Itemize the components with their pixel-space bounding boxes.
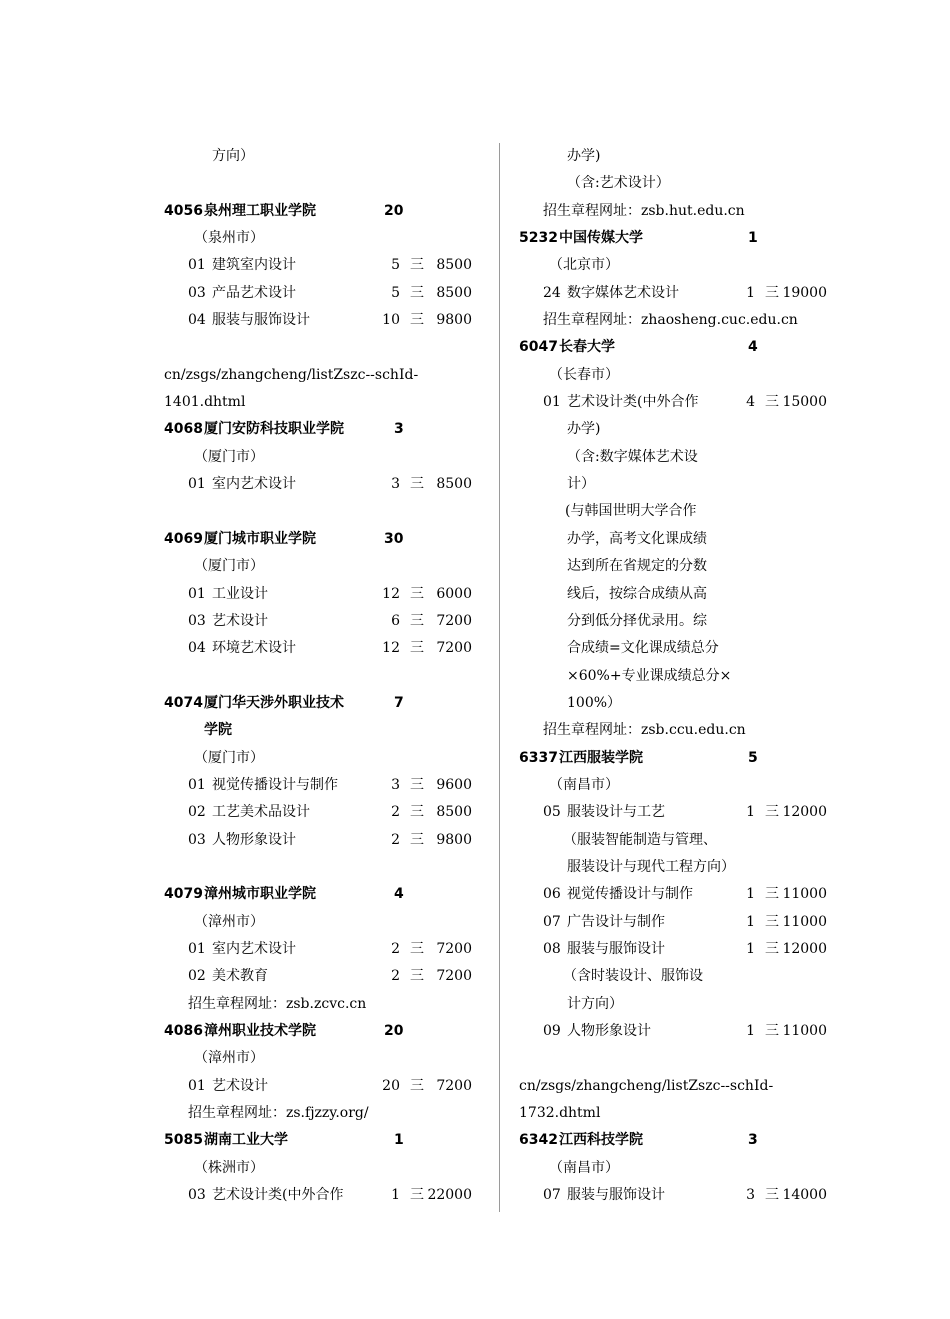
major-quota: 1: [746, 886, 755, 903]
major-fee: 8500: [436, 476, 472, 493]
school-name-line2: 学院: [204, 722, 232, 739]
note-line: [519, 444, 835, 471]
note-text: 计方向）: [567, 995, 623, 1012]
major-quota: 2: [391, 940, 400, 957]
blank-line: [519, 1045, 835, 1072]
major-duration: 三: [765, 886, 779, 903]
school-header: [164, 416, 480, 443]
school-total: 7: [394, 694, 404, 711]
school-city: [164, 1155, 480, 1182]
note-text: （服装智能制造与管理、: [563, 831, 717, 848]
major-row: [519, 389, 835, 416]
note-text: 服装设计与现代工程方向）: [567, 858, 735, 875]
major-code: 01: [188, 257, 206, 274]
school-name: 泉州理工职业学院: [204, 202, 316, 219]
major-duration: 三: [765, 1023, 779, 1039]
major-fee: 7200: [436, 640, 472, 657]
major-duration: 三: [410, 968, 424, 985]
major-code: 24: [543, 284, 561, 301]
school-total: 30: [384, 530, 404, 547]
school-code: 4068: [164, 421, 203, 438]
school-city: [519, 1155, 835, 1182]
url-line: [164, 991, 480, 1018]
url-text: 招生章程网址：zs.fjzzy.org/: [188, 1105, 369, 1122]
note-line: [519, 471, 835, 498]
school-code: 4074: [164, 694, 203, 711]
major-duration: 三: [410, 940, 424, 957]
major-code: 08: [543, 940, 561, 957]
major-code: 01: [188, 585, 206, 602]
school-name-continued: [164, 717, 480, 744]
major-fee: 7200: [436, 940, 472, 957]
major-name: 艺术设计: [212, 612, 268, 629]
url-line: [519, 307, 835, 334]
major-duration: 三: [765, 1187, 779, 1204]
major-quota: 3: [391, 776, 400, 793]
school-code: 4056: [164, 202, 203, 219]
city-text: （南昌市）: [549, 1159, 619, 1176]
school-city: [164, 553, 480, 580]
city-text: （厦门市）: [194, 558, 264, 575]
school-city: [519, 772, 835, 799]
note-line: [519, 581, 835, 608]
school-city: [164, 444, 480, 471]
note-line: [519, 416, 835, 443]
school-header: [519, 334, 835, 361]
school-code: 5085: [164, 1132, 203, 1149]
major-fee: 7200: [436, 968, 472, 985]
major-duration: 三: [410, 640, 424, 657]
note-line: [519, 854, 835, 881]
major-duration: 三: [410, 831, 424, 848]
major-fee: 9800: [436, 312, 472, 329]
major-duration: 三: [765, 940, 779, 957]
note-line: [519, 635, 835, 662]
major-code: 03: [188, 1187, 206, 1204]
url-text: 招生章程网址：zhaosheng.cuc.edu.cn: [543, 312, 798, 329]
blank-line: [164, 170, 480, 197]
school-total: 3: [394, 421, 404, 438]
school-name: 漳州职业技术学院: [204, 1023, 316, 1039]
major-duration: 三: [410, 612, 424, 629]
major-quota: 1: [391, 1187, 400, 1204]
major-name: 产品艺术设计: [212, 284, 296, 301]
continuation-text: （含:艺术设计）: [567, 175, 670, 192]
city-text: （长春市）: [549, 366, 619, 383]
continuation-text: 方向）: [212, 148, 254, 164]
school-header: [519, 1127, 835, 1154]
major-code: 03: [188, 831, 206, 848]
major-duration: 三: [765, 394, 779, 411]
major-fee: 8500: [436, 284, 472, 301]
major-duration: 三: [765, 284, 779, 301]
school-city: [164, 225, 480, 252]
major-row: [164, 635, 480, 662]
note-line: [519, 526, 835, 553]
school-total: 5: [748, 749, 758, 766]
city-text: （株洲市）: [194, 1159, 264, 1176]
school-header: [164, 881, 480, 908]
url-line: [519, 1073, 835, 1100]
major-quota: 3: [746, 1187, 755, 1204]
major-name: 环境艺术设计: [212, 640, 296, 657]
note-text: (与韩国世明大学合作: [565, 503, 697, 520]
major-quota: 12: [382, 585, 400, 602]
blank-line: [164, 334, 480, 361]
major-quota: 5: [391, 284, 400, 301]
school-name: 厦门城市职业学院: [204, 530, 316, 547]
major-quota: 2: [391, 804, 400, 821]
major-fee: 22000: [427, 1187, 472, 1204]
major-name: 室内艺术设计: [212, 940, 296, 957]
major-duration: 三: [410, 585, 424, 602]
blank-line: [164, 663, 480, 690]
url-line: [519, 717, 835, 744]
major-row: [519, 1018, 835, 1045]
major-name: 艺术设计: [212, 1077, 268, 1094]
school-name: 厦门华天涉外职业技术: [204, 694, 344, 711]
major-fee: 11000: [782, 913, 827, 930]
url-line: [164, 1100, 480, 1127]
school-header: [164, 526, 480, 553]
major-fee: 11000: [782, 886, 827, 903]
major-row: [164, 280, 480, 307]
major-fee: 14000: [782, 1187, 827, 1204]
major-fee: 11000: [782, 1023, 827, 1039]
major-name: 视觉传播设计与制作: [567, 886, 693, 903]
major-fee: 7200: [436, 612, 472, 629]
left-column: [164, 143, 480, 1209]
major-quota: 12: [382, 640, 400, 657]
major-name: 服装与服饰设计: [212, 312, 310, 329]
major-code: 05: [543, 804, 561, 821]
major-fee: 15000: [782, 394, 827, 411]
city-text: （北京市）: [549, 257, 619, 274]
school-city: [519, 252, 835, 279]
school-name: 中国传媒大学: [559, 230, 643, 247]
major-name: 美术教育: [212, 968, 268, 985]
major-duration: 三: [410, 776, 424, 793]
major-row: [519, 1182, 835, 1209]
note-line: [519, 963, 835, 990]
major-row: [519, 881, 835, 908]
major-quota: 2: [391, 831, 400, 848]
major-code: 01: [188, 476, 206, 493]
url-text: cn/zsgs/zhangcheng/listZszc--schId-: [519, 1077, 774, 1094]
major-name: 服装与服饰设计: [567, 1187, 665, 1204]
url-text: 招生章程网址：zsb.zcvc.cn: [188, 995, 367, 1012]
major-row: [164, 936, 480, 963]
note-line: [519, 553, 835, 580]
note-line: [519, 498, 835, 525]
major-code: 04: [188, 312, 206, 329]
major-name: 室内艺术设计: [212, 476, 296, 493]
major-duration: 三: [765, 804, 779, 821]
school-header: [164, 690, 480, 717]
text-line: [164, 143, 480, 170]
major-code: 01: [188, 776, 206, 793]
school-name: 江西科技学院: [559, 1132, 643, 1149]
note-text: 计）: [567, 476, 595, 493]
url-text: 招生章程网址：zsb.hut.edu.cn: [543, 202, 745, 219]
note-text: 办学): [567, 421, 601, 438]
major-name: 艺术设计类(中外合作: [567, 394, 699, 411]
school-code: 4069: [164, 530, 203, 547]
major-row: [164, 252, 480, 279]
text-line: [519, 170, 835, 197]
major-row: [519, 936, 835, 963]
major-name: 建筑室内设计: [212, 257, 296, 274]
school-total: 4: [394, 886, 404, 903]
major-code: 04: [188, 640, 206, 657]
school-total: 20: [384, 1023, 404, 1039]
note-text: （含时装设计、服饰设: [563, 968, 703, 985]
major-name: 服装设计与工艺: [567, 804, 665, 821]
note-line: [519, 663, 835, 690]
major-quota: 1: [746, 913, 755, 930]
school-name: 厦门安防科技职业学院: [204, 421, 344, 438]
major-duration: 三: [410, 804, 424, 821]
school-total: 3: [748, 1132, 758, 1149]
note-text: 达到所在省规定的分数: [567, 558, 707, 575]
major-row: [164, 1182, 480, 1209]
major-name: 视觉传播设计与制作: [212, 776, 338, 793]
major-name: 人物形象设计: [212, 831, 296, 848]
major-row: [519, 280, 835, 307]
school-name: 江西服装学院: [559, 749, 643, 766]
major-duration: 三: [410, 476, 424, 493]
url-line: [164, 389, 480, 416]
major-name: 艺术设计类(中外合作: [212, 1187, 344, 1204]
school-code: 4086: [164, 1023, 203, 1039]
major-duration: 三: [410, 284, 424, 301]
school-total: 1: [748, 230, 758, 247]
url-line: [519, 1100, 835, 1127]
major-code: 01: [543, 394, 561, 411]
school-total: 20: [384, 202, 404, 219]
major-code: 02: [188, 804, 206, 821]
major-duration: 三: [410, 257, 424, 274]
city-text: （漳州市）: [194, 913, 264, 930]
major-code: 07: [543, 1187, 561, 1204]
note-text: （含:数字媒体艺术设: [567, 448, 698, 465]
major-duration: 三: [410, 1077, 424, 1094]
school-header: [164, 1018, 480, 1045]
major-code: 03: [188, 284, 206, 301]
school-name: 湖南工业大学: [204, 1132, 288, 1149]
major-code: 01: [188, 1077, 206, 1094]
note-text: 线后，按综合成绩从高: [567, 585, 707, 602]
major-fee: 7200: [436, 1077, 472, 1094]
major-fee: 8500: [436, 257, 472, 274]
note-line: [519, 991, 835, 1018]
blank-line: [164, 854, 480, 881]
major-fee: 9800: [436, 831, 472, 848]
url-text: 1732.dhtml: [519, 1105, 601, 1122]
note-line: [519, 690, 835, 717]
major-quota: 4: [746, 394, 755, 411]
major-name: 工业设计: [212, 585, 268, 602]
school-header: [164, 198, 480, 225]
url-text: 1401.dhtml: [164, 394, 246, 411]
school-header: [519, 745, 835, 772]
major-code: 02: [188, 968, 206, 985]
right-column: [519, 143, 835, 1209]
school-city: [519, 362, 835, 389]
school-code: 6047: [519, 339, 558, 356]
city-text: （泉州市）: [194, 230, 264, 247]
major-duration: 三: [410, 312, 424, 329]
major-code: 01: [188, 940, 206, 957]
school-code: 6337: [519, 749, 558, 766]
url-text: cn/zsgs/zhangcheng/listZszc--schId-: [164, 366, 419, 383]
major-code: 07: [543, 913, 561, 930]
continuation-text: 办学): [567, 148, 601, 164]
major-row: [164, 307, 480, 334]
major-row: [164, 471, 480, 498]
city-text: （厦门市）: [194, 749, 264, 766]
school-city: [164, 1045, 480, 1072]
major-code: 06: [543, 886, 561, 903]
city-text: （南昌市）: [549, 776, 619, 793]
city-text: （漳州市）: [194, 1050, 264, 1067]
major-code: 09: [543, 1023, 561, 1039]
note-text: 办学，高考文化课成绩: [567, 530, 707, 547]
major-row: [164, 581, 480, 608]
note-text: 合成绩=文化课成绩总分: [567, 640, 719, 657]
note-text: ×60%+专业课成绩总分×: [567, 667, 732, 684]
text-line: [519, 143, 835, 170]
major-row: [519, 909, 835, 936]
school-code: 4079: [164, 886, 203, 903]
school-header: [519, 225, 835, 252]
major-row: [164, 1073, 480, 1100]
school-name: 漳州城市职业学院: [204, 886, 316, 903]
major-row: [519, 799, 835, 826]
school-header: [164, 1127, 480, 1154]
note-text: 100%）: [567, 694, 622, 711]
major-code: 03: [188, 612, 206, 629]
note-line: [519, 827, 835, 854]
major-name: 数字媒体艺术设计: [567, 284, 679, 301]
major-row: [164, 772, 480, 799]
school-name: 长春大学: [559, 339, 615, 356]
major-quota: 3: [391, 476, 400, 493]
major-fee: 8500: [436, 804, 472, 821]
url-line: [164, 362, 480, 389]
school-total: 1: [394, 1132, 404, 1149]
major-name: 人物形象设计: [567, 1023, 651, 1039]
url-line: [519, 198, 835, 225]
major-fee: 12000: [782, 804, 827, 821]
major-row: [164, 963, 480, 990]
major-row: [164, 799, 480, 826]
major-name: 广告设计与制作: [567, 913, 665, 930]
major-name: 工艺美术品设计: [212, 804, 310, 821]
city-text: （厦门市）: [194, 448, 264, 465]
major-row: [164, 827, 480, 854]
major-quota: 1: [746, 1023, 755, 1039]
major-fee: 9600: [436, 776, 472, 793]
school-code: 5232: [519, 230, 558, 247]
major-quota: 1: [746, 804, 755, 821]
major-name: 服装与服饰设计: [567, 940, 665, 957]
column-divider: [499, 143, 500, 1212]
url-text: 招生章程网址：zsb.ccu.edu.cn: [543, 722, 746, 739]
note-text: 分到低分择优录用。综: [567, 612, 707, 629]
major-quota: 2: [391, 968, 400, 985]
major-quota: 1: [746, 284, 755, 301]
major-quota: 20: [382, 1077, 400, 1094]
major-quota: 6: [391, 612, 400, 629]
major-row: [164, 608, 480, 635]
blank-line: [164, 498, 480, 525]
major-fee: 12000: [782, 940, 827, 957]
major-quota: 5: [391, 257, 400, 274]
major-fee: 19000: [782, 284, 827, 301]
major-quota: 10: [382, 312, 400, 329]
major-fee: 6000: [436, 585, 472, 602]
school-total: 4: [748, 339, 758, 356]
major-duration: 三: [765, 913, 779, 930]
major-duration: 三: [410, 1187, 424, 1204]
major-quota: 1: [746, 940, 755, 957]
school-code: 6342: [519, 1132, 558, 1149]
school-city: [164, 909, 480, 936]
note-line: [519, 608, 835, 635]
school-city: [164, 745, 480, 772]
